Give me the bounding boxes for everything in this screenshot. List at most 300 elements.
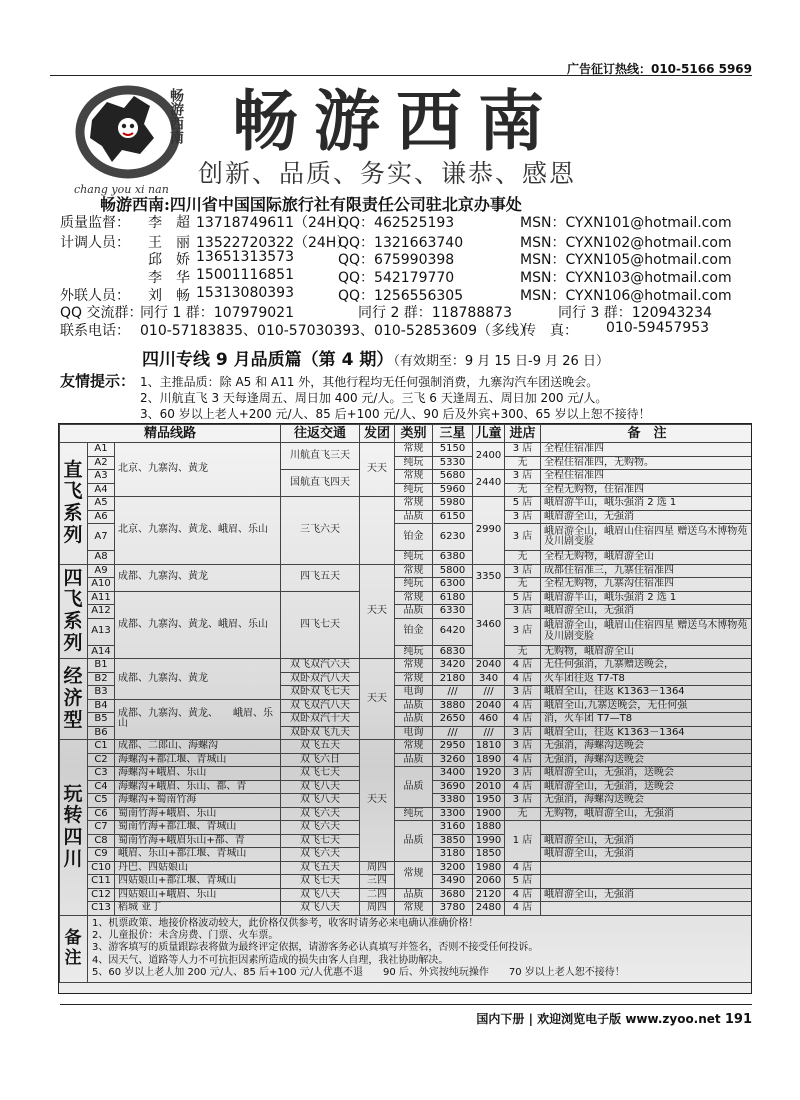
- transport: 双飞六天: [281, 848, 360, 862]
- type: 常规: [395, 443, 433, 457]
- type: 常规: [395, 902, 433, 916]
- note: 峨眉游全山，无强消: [541, 848, 752, 862]
- ad-hotline: 广告征订热线：010-5166 5969: [566, 62, 752, 76]
- remark-line: 4、因天气、道路等人力不可抗拒因素所造成的损失由客人自理，我社协助解决。: [92, 954, 449, 966]
- table-row: [60, 861, 753, 875]
- contact-role: 质量监督：: [60, 215, 130, 231]
- route-name: 四姑娘山+峨眉、乐山: [115, 888, 281, 902]
- type: 纯玩: [395, 483, 433, 497]
- note-empty: [541, 902, 752, 916]
- child-price: 1890: [473, 753, 505, 767]
- type: 纯玩: [395, 551, 433, 565]
- route-code: A7: [88, 524, 115, 551]
- type: 常规: [395, 470, 433, 484]
- note-empty: [541, 821, 752, 835]
- route-code: B3: [88, 686, 115, 700]
- child-price: 1950: [473, 794, 505, 808]
- fax-number: 010-59457953: [606, 320, 710, 336]
- note: 全程无购物，九寨沟住宿准四: [541, 578, 752, 592]
- route-code: A8: [88, 551, 115, 565]
- child-price: 3350: [473, 564, 505, 591]
- type: 纯玩: [395, 578, 433, 592]
- route-code: A9: [88, 564, 115, 578]
- routes-table-wrap: [58, 423, 752, 994]
- transport: 双飞双汽八天: [281, 699, 360, 713]
- shops: 4 店: [505, 672, 541, 686]
- shops: 3 店: [505, 767, 541, 781]
- type: 品质: [395, 699, 433, 713]
- type: 电询: [395, 726, 433, 740]
- transport: 双飞六天: [281, 821, 360, 835]
- table-row: [60, 659, 753, 673]
- departure-empty: [360, 497, 395, 565]
- contact-name: 刘 畅: [148, 288, 190, 304]
- child-price: 2060: [473, 875, 505, 889]
- note: 峨眉游全山，无强消: [541, 834, 752, 848]
- col-header-note: 备 注: [541, 425, 752, 443]
- shops: 3 店: [505, 618, 541, 645]
- col-header-route: 精品线路: [60, 425, 281, 443]
- route-name: 海螺沟+蜀南竹海: [115, 794, 281, 808]
- child-price: 2040: [473, 659, 505, 673]
- transport: 双飞七天: [281, 875, 360, 889]
- route-name: 北京、九寨沟、黄龙: [115, 443, 281, 497]
- tips-heading: 友情提示：: [60, 372, 136, 390]
- three-star-price: 5960: [433, 483, 473, 497]
- three-star-price: 6330: [433, 605, 473, 619]
- contact-phone: 13522720322（24H）: [196, 235, 351, 251]
- type: 品质: [395, 753, 433, 767]
- three-star-price: 5800: [433, 564, 473, 578]
- type: 常规: [395, 564, 433, 578]
- three-star-price: ///: [433, 686, 473, 700]
- transport: 双卧双汽十天: [281, 713, 360, 727]
- note: 峨眉游全山，无强消: [541, 888, 752, 902]
- route-name: 成都、九寨沟、黄龙: [115, 564, 281, 591]
- three-star-price: 6150: [433, 510, 473, 524]
- contact-phone: 13718749611（24H）: [196, 215, 351, 231]
- transport: 双飞八天: [281, 780, 360, 794]
- child-price: 3460: [473, 591, 505, 659]
- departure: 天天: [360, 659, 395, 740]
- note: 火车团往返 T7-T8: [541, 672, 752, 686]
- child-price: 1980: [473, 861, 505, 875]
- col-header-shops: 进店: [505, 425, 541, 443]
- group-label: 玩转四川: [60, 740, 88, 916]
- page-number: 191: [724, 1012, 752, 1027]
- route-code: A3: [88, 470, 115, 484]
- transport: 双飞八天: [281, 902, 360, 916]
- col-header-transport: 往返交通: [281, 425, 360, 443]
- shops: 5 店: [505, 875, 541, 889]
- qq-group-label: QQ 交流群：: [60, 305, 143, 321]
- shops: 3 店: [505, 524, 541, 551]
- route-code: C2: [88, 753, 115, 767]
- type: 品质: [395, 821, 433, 862]
- phone-row: [60, 320, 760, 337]
- route-name: 四姑娘山+都江堰、青城山: [115, 875, 281, 889]
- three-star-price: 3680: [433, 888, 473, 902]
- shops: 4 店: [505, 713, 541, 727]
- contact-row: [60, 267, 760, 284]
- contact-phone: 15313080393: [196, 285, 294, 301]
- type: 品质: [395, 605, 433, 619]
- route-name: 海螺沟+都江堰、青城山: [115, 753, 281, 767]
- route-name: 海螺沟+峨眉、乐山: [115, 767, 281, 781]
- shops: 无: [505, 578, 541, 592]
- three-star-price: 3380: [433, 794, 473, 808]
- shops: 1 店: [505, 821, 541, 862]
- contact-role: 计调人员：: [60, 235, 130, 251]
- group-label: 直飞系列: [60, 443, 88, 565]
- route-name: 成都、二郎山、海螺沟: [115, 740, 281, 754]
- shops: 3 店: [505, 794, 541, 808]
- contact-msn: MSN：CYXN103@hotmail.com: [520, 270, 732, 286]
- route-name: 北京、九寨沟、黄龙、峨眉、乐山: [115, 497, 281, 565]
- three-star-price: 3690: [433, 780, 473, 794]
- route-name: 稻城 亚丁: [115, 902, 281, 916]
- col-header-departure: 发团: [360, 425, 395, 443]
- remark-line: 5、60 岁以上老人加 200 元/人、85 后+100 元/人优惠不退 90 后、外宾按纯玩操作 70 岁以上老人恕不接待！: [92, 967, 625, 979]
- route-code: C12: [88, 888, 115, 902]
- note: 消，火车团 T7—T8: [541, 713, 752, 727]
- route-code: A13: [88, 618, 115, 645]
- three-star-price: 6300: [433, 578, 473, 592]
- table-row: [60, 591, 753, 605]
- table-header-row: [60, 425, 753, 443]
- table-row: [60, 443, 753, 457]
- route-code: A2: [88, 456, 115, 470]
- transport: 双卧双汽八天: [281, 672, 360, 686]
- child-price: 2040: [473, 699, 505, 713]
- logo-latin-text: chang you xi nan: [74, 183, 169, 196]
- fax-label: 传 真：: [522, 323, 578, 339]
- three-star-price: 3780: [433, 902, 473, 916]
- route-name: 成都、九寨沟、黄龙、峨眉、乐山: [115, 591, 281, 659]
- contact-row: [60, 212, 760, 229]
- three-star-price: 3260: [433, 753, 473, 767]
- group-label: 经济型: [60, 659, 88, 740]
- child-price: 2440: [473, 470, 505, 497]
- note: 全程住宿准四: [541, 443, 752, 457]
- child-price: ///: [473, 686, 505, 700]
- route-code: C4: [88, 780, 115, 794]
- route-code: B4: [88, 699, 115, 713]
- transport: 三飞六天: [281, 497, 360, 565]
- transport: 双飞双汽六天: [281, 659, 360, 673]
- type: 品质: [395, 767, 433, 808]
- type: 常规: [395, 740, 433, 754]
- contact-name: 王 丽: [148, 235, 190, 251]
- shops: 3 店: [505, 605, 541, 619]
- three-star-price: 2650: [433, 713, 473, 727]
- remark-line: 2、儿童报价：未含房费、门票、火车票。: [92, 929, 279, 941]
- transport: 川航直飞三天: [281, 443, 360, 470]
- contact-qq: QQ：542179770: [338, 270, 455, 286]
- three-star-price: ///: [433, 726, 473, 740]
- remarks-label: 备注: [60, 915, 88, 982]
- departure: 周四: [360, 902, 395, 916]
- shops: 3 店: [505, 564, 541, 578]
- shops: 无: [505, 551, 541, 565]
- three-star-price: 6420: [433, 618, 473, 645]
- col-header-child: 儿童: [473, 425, 505, 443]
- qq-group-1: 同行 1 群：107979021: [140, 305, 294, 321]
- issue-title-main: 四川专线 9 月品质篇（第 4 期）: [142, 350, 394, 370]
- three-star-price: 5980: [433, 497, 473, 511]
- departure: 二四: [360, 888, 395, 902]
- route-code: C6: [88, 807, 115, 821]
- route-name: 成都、九寨沟、黄龙、 峨眉、乐山: [115, 699, 281, 740]
- child-price: 2010: [473, 780, 505, 794]
- route-code: B2: [88, 672, 115, 686]
- route-code: A12: [88, 605, 115, 619]
- transport: 双飞七天: [281, 767, 360, 781]
- note: 峨眉游全山，无强消: [541, 605, 752, 619]
- table-row: [60, 821, 753, 835]
- note: 峨眉全山，往返 K1363－1364: [541, 686, 752, 700]
- transport: 双卧双飞九天: [281, 726, 360, 740]
- child-price: 1900: [473, 807, 505, 821]
- contact-role: 外联人员：: [60, 288, 130, 304]
- child-price: 340: [473, 672, 505, 686]
- note: 无强消，海螺沟送晚会: [541, 740, 752, 754]
- type: 常规: [395, 672, 433, 686]
- contact-qq: QQ：675990398: [338, 252, 455, 268]
- three-star-price: 2180: [433, 672, 473, 686]
- shops: 无: [505, 645, 541, 659]
- note: 无购物，峨眉游全山: [541, 645, 752, 659]
- table-row: [60, 888, 753, 902]
- shops: 无: [505, 807, 541, 821]
- child-price: 2990: [473, 497, 505, 565]
- transport: 双飞五天: [281, 861, 360, 875]
- shops: 4 店: [505, 888, 541, 902]
- departure: 三四: [360, 875, 395, 889]
- contact-row: [60, 285, 760, 302]
- transport: 双飞五天: [281, 740, 360, 754]
- child-price: ///: [473, 726, 505, 740]
- contact-msn: MSN：CYXN101@hotmail.com: [520, 215, 732, 231]
- brand-slogan: 创新、品质、务实、谦恭、感恩: [198, 159, 577, 188]
- qq-group-2: 同行 2 群：118788873: [358, 305, 512, 321]
- contact-row: [60, 249, 760, 266]
- note: 无强消，海螺沟送晚会: [541, 794, 752, 808]
- type: 电询: [395, 686, 433, 700]
- route-name: 蜀南竹海+都江堰、青城山: [115, 821, 281, 835]
- shops: 3 店: [505, 443, 541, 457]
- contact-msn: MSN：CYXN106@hotmail.com: [520, 288, 732, 304]
- route-code: A1: [88, 443, 115, 457]
- route-code: A6: [88, 510, 115, 524]
- qq-group-row: [60, 302, 760, 319]
- departure: 天天: [360, 740, 395, 862]
- child-price: 1920: [473, 767, 505, 781]
- footer-text: 国内下册 | 欢迎浏览电子版 www.zyoo.net: [476, 1012, 721, 1026]
- note: 峨眉游全山，无强消: [541, 510, 752, 524]
- contact-qq: QQ：1321663740: [338, 235, 464, 251]
- note: 无任何强消，九寨赠送晚会，: [541, 659, 752, 673]
- type: 品质: [395, 713, 433, 727]
- footer-divider: [60, 1004, 752, 1005]
- three-star-price: 3160: [433, 821, 473, 835]
- type: 铂金: [395, 524, 433, 551]
- type: 品质: [395, 510, 433, 524]
- note: 峨眉全山，往返 K1363－1364: [541, 726, 752, 740]
- table-row: [60, 767, 753, 781]
- group-label: 四飞系列: [60, 564, 88, 659]
- table-row: [60, 902, 753, 916]
- note: 全程无购物，峨眉游全山: [541, 551, 752, 565]
- route-name: 蜀南竹海+峨眉乐山+都、青: [115, 834, 281, 848]
- route-code: C11: [88, 875, 115, 889]
- shops: 5 店: [505, 497, 541, 511]
- type: 品质: [395, 888, 433, 902]
- three-star-price: 6230: [433, 524, 473, 551]
- shops: 3 店: [505, 470, 541, 484]
- transport: 双飞七天: [281, 834, 360, 848]
- route-code: C1: [88, 740, 115, 754]
- route-code: B1: [88, 659, 115, 673]
- shops: 4 店: [505, 902, 541, 916]
- transport: 双飞八天: [281, 794, 360, 808]
- phone-numbers: 010-57183835、010-57030393、010-52853609（多线）: [140, 323, 534, 339]
- route-code: A5: [88, 497, 115, 511]
- type: 常规: [395, 591, 433, 605]
- child-price: 2480: [473, 902, 505, 916]
- three-star-price: 3300: [433, 807, 473, 821]
- company-name: 畅游西南:四川省中国国际旅行社有限责任公司驻北京办事处: [100, 195, 522, 214]
- contact-msn: MSN：CYXN102@hotmail.com: [520, 235, 732, 251]
- phone-label: 联系电话：: [60, 323, 130, 339]
- qq-group-3: 同行 3 群：120943234: [558, 305, 712, 321]
- note: 无购物，峨眉游全山，无强消: [541, 807, 752, 821]
- note: 峨眉游全山，无强消，送晚会: [541, 780, 752, 794]
- type: 纯玩: [395, 645, 433, 659]
- route-code: C5: [88, 794, 115, 808]
- route-code: A4: [88, 483, 115, 497]
- shops: 3 店: [505, 740, 541, 754]
- three-star-price: 3490: [433, 875, 473, 889]
- contact-name: 李 华: [148, 270, 190, 286]
- route-code: C10: [88, 861, 115, 875]
- tip-line: 2、川航直飞 3 天每逢周五、周日加 400 元/人。三飞 6 天逢周五、周日加 200 元/人。: [140, 391, 608, 405]
- note: 峨眉游半山，峨乐强消 2 选 1: [541, 497, 752, 511]
- note: 全程住宿准四: [541, 470, 752, 484]
- three-star-price: 3200: [433, 861, 473, 875]
- three-star-price: 6380: [433, 551, 473, 565]
- type: 纯玩: [395, 807, 433, 821]
- three-star-price: 3880: [433, 699, 473, 713]
- note-empty: [541, 875, 752, 889]
- table-row: [60, 699, 753, 713]
- three-star-price: 5330: [433, 456, 473, 470]
- route-code: C9: [88, 848, 115, 862]
- table-row: [60, 753, 753, 767]
- transport: 四飞七天: [281, 591, 360, 659]
- contact-msn: MSN：CYXN105@hotmail.com: [520, 252, 732, 268]
- three-star-price: 2950: [433, 740, 473, 754]
- child-price: 2120: [473, 888, 505, 902]
- note-empty: [541, 861, 752, 875]
- table-row: [60, 740, 753, 754]
- route-name: 峨眉、乐山+都江堰、青城山: [115, 848, 281, 862]
- three-star-price: 3180: [433, 848, 473, 862]
- route-name: 丹巴、四姑娘山: [115, 861, 281, 875]
- table-row: [60, 564, 753, 578]
- brand-name: 畅游西南: [232, 82, 560, 160]
- route-code: B5: [88, 713, 115, 727]
- shops: 4 店: [505, 659, 541, 673]
- route-name: 成都、九寨沟、黄龙: [115, 659, 281, 700]
- note: 峨眉全山,九寨送晚会，无任何强: [541, 699, 752, 713]
- note: 峨眉游半山，峨乐强消 2 选 1: [541, 591, 752, 605]
- three-star-price: 6180: [433, 591, 473, 605]
- three-star-price: 3850: [433, 834, 473, 848]
- table-row: [60, 807, 753, 821]
- transport: 双卧双飞七天: [281, 686, 360, 700]
- logo-vertical-text: 畅游西南: [168, 88, 184, 144]
- child-price: 1810: [473, 740, 505, 754]
- child-price: 1880: [473, 821, 505, 835]
- shops: 无: [505, 483, 541, 497]
- routes-table: [59, 424, 752, 983]
- tip-line: 1、主推品质：除 A5 和 A11 外，其他行程均无任何强制消费，九寨沟汽车团送晚会。: [140, 375, 599, 389]
- top-divider: [50, 75, 752, 76]
- contact-qq: QQ：462525193: [338, 215, 455, 231]
- footer: [476, 1010, 752, 1027]
- route-code: C3: [88, 767, 115, 781]
- issue-validity: （有效期至：9 月 15 日-9 月 26 日）: [393, 354, 609, 369]
- child-price: 1850: [473, 848, 505, 862]
- remark-line: 3、游客填写的质量跟踪表将做为最终评定依据，请游客务必认真填写并签名，否则不接受任何投诉。: [92, 942, 539, 954]
- contact-row: [60, 232, 760, 249]
- col-header-three-star: 三星: [433, 425, 473, 443]
- route-name: 海螺沟+峨眉、乐山、都、青: [115, 780, 281, 794]
- note: 峨眉游全山，无强消，送晚会: [541, 767, 752, 781]
- issue-title: [142, 345, 609, 370]
- note: 峨眉游全山，峨眉山住宿四星 赠送乌木博物苑 及川剧变脸: [541, 618, 752, 645]
- shops: 4 店: [505, 780, 541, 794]
- remarks-cell: [88, 915, 753, 982]
- transport: 双飞八天: [281, 888, 360, 902]
- note: 全程住宿准四，无购物。: [541, 456, 752, 470]
- shops: 3 店: [505, 686, 541, 700]
- child-price: 1990: [473, 834, 505, 848]
- transport: 双飞六天: [281, 807, 360, 821]
- type: 常规: [395, 497, 433, 511]
- child-price: 2400: [473, 443, 505, 470]
- route-code: B6: [88, 726, 115, 740]
- three-star-price: 5680: [433, 470, 473, 484]
- type: 纯玩: [395, 456, 433, 470]
- departure: 周四: [360, 861, 395, 875]
- type: 常规: [395, 861, 433, 888]
- shops: 3 店: [505, 510, 541, 524]
- shops: 4 店: [505, 753, 541, 767]
- child-price: 460: [473, 713, 505, 727]
- contact-qq: QQ：1256556305: [338, 288, 464, 304]
- route-code: C8: [88, 834, 115, 848]
- route-code: A14: [88, 645, 115, 659]
- contact-name: 李 超: [148, 215, 190, 231]
- note: 峨眉游全山，峨眉山住宿四星 赠送乌木博物苑 及川剧变脸: [541, 524, 752, 551]
- transport: 四飞五天: [281, 564, 360, 591]
- col-header-type: 类别: [395, 425, 433, 443]
- route-code: A11: [88, 591, 115, 605]
- remarks-row: [60, 915, 753, 982]
- transport: 国航直飞四天: [281, 470, 360, 497]
